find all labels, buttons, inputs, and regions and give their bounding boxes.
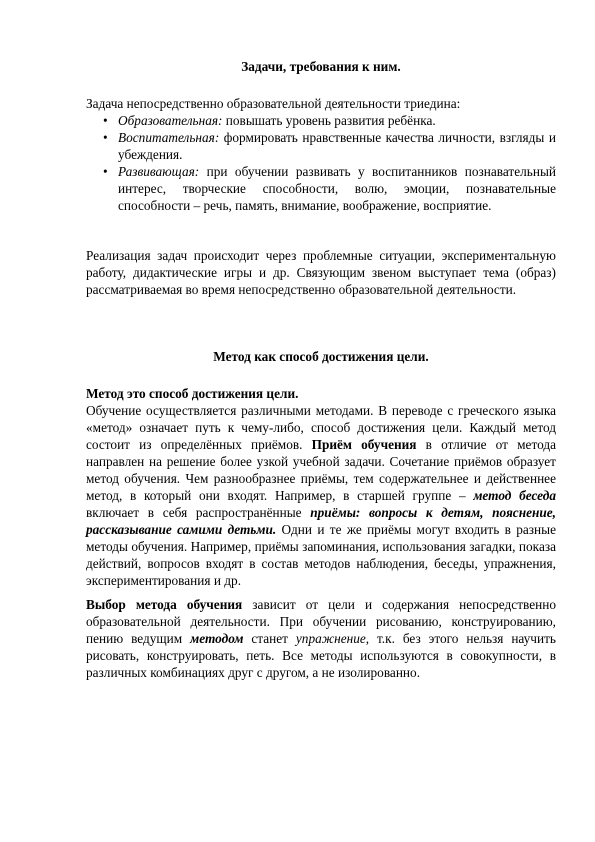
- goal-name: Развивающая:: [118, 164, 200, 179]
- bullet-icon: •: [103, 113, 108, 128]
- text-run-bold: Выбор метода обучения: [86, 597, 243, 612]
- intro-text: Задача непосредственно образовательной деятельности триедина:: [86, 96, 461, 111]
- goal-text: при обучении развивать у воспитанников познавательный интерес, творческие способности, волю, эмоции, познавательные способности – речь, память, внимание, воображение, восприятие.: [118, 164, 556, 213]
- text-run: , т.к. без этого нельзя научить рисовать, конструировать, петь. Все методы используются в совокупности, в различных комбинациях друг с другом, а не изолированно.: [86, 631, 556, 680]
- text-run: Одни и те же приёмы могут входить в разные методы обучения. Например, приёмы запоминания, использования загадки, показа действий, вопросов входят в состав методов наблюдения, беседы, упражнения, экспериментирования и др.: [86, 522, 556, 588]
- text-run-bold-italic: методом: [190, 631, 244, 646]
- text-run: станет: [243, 631, 296, 646]
- text-run-bold-italic: метод беседа: [473, 488, 556, 503]
- goal-name: Воспитательная:: [118, 130, 220, 145]
- section-title-tasks: Задачи, требования к ним.: [241, 59, 401, 74]
- goal-name: Образовательная:: [118, 113, 223, 128]
- paragraph-methods: [86, 402, 556, 589]
- text-run-bold: Приём обучения: [311, 437, 417, 452]
- method-definition-heading: Метод это способ достижения цели.: [86, 386, 299, 401]
- bullet-icon: •: [103, 164, 108, 179]
- goal-text: повышать уровень развития ребёнка.: [222, 113, 436, 128]
- text-run: в отличие от метода направлен на решение более узкой учебной задачи. Сочетание приёмов образует метод обучения. Чем разнообразнее приёмы, тем содержательнее и действеннее метод, в который они входят. Например, в старшей группе –: [86, 437, 557, 503]
- text-run-italic: упражнение: [295, 631, 366, 646]
- list-item: [86, 112, 556, 129]
- section-title-method: Метод как способ достижения цели.: [213, 349, 429, 364]
- list-item: [86, 163, 556, 214]
- goals-list: [86, 112, 556, 214]
- bullet-icon: •: [103, 130, 108, 145]
- text-run: зависит от цели и содержания непосредственно образовательной деятельности. При обучении рисованию, конструированию, пению ведущим: [86, 597, 556, 646]
- text-run-bold-italic: приёмы: вопросы к детям, пояснение, рассказывание самими детьми.: [86, 505, 556, 537]
- paragraph-realization: Реализация задач происходит через проблемные ситуации, экспериментальную работу, дидактические игры и др. Связующим звеном выступает тема (образ) рассматриваемая во время непосредственно образовательной деятельности.: [86, 248, 556, 297]
- paragraph-method-choice: [86, 596, 556, 681]
- text-run: Обучение осуществляется различными методами. В переводе с греческого языка «метод» означает путь к чему-либо, способ достижения цели. Каждый метод состоит из определённых приёмов.: [86, 403, 556, 452]
- goal-text: формировать нравственные качества личности, взгляды и убеждения.: [118, 130, 556, 162]
- text-run: включает в себя распространённые: [86, 505, 311, 520]
- list-item: [86, 129, 556, 163]
